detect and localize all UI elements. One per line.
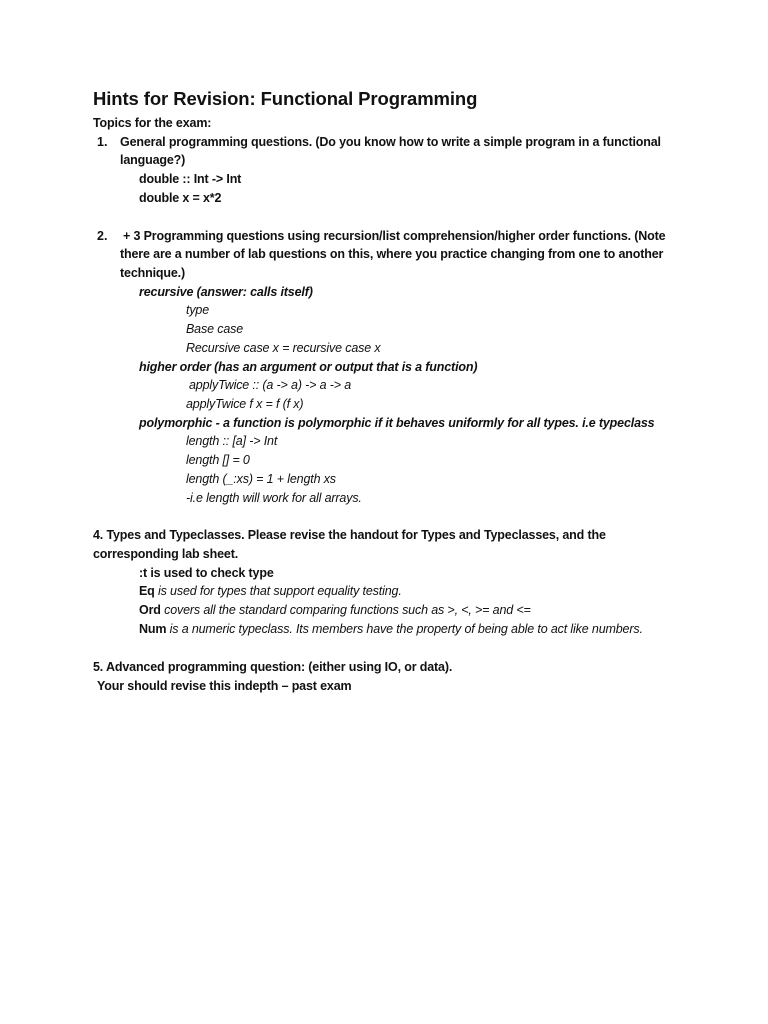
recursive-line-type: type [186, 303, 210, 317]
polymorphic-line-note: -i.e length will work for all arrays. [186, 491, 362, 505]
ord-line [139, 602, 531, 619]
item1-number: 1. [97, 135, 108, 149]
recursive-line-base-case: Base case [186, 322, 244, 336]
item5-line1: 5. Advanced programming question: (either using IO, or data). [93, 660, 453, 674]
item5-line2: Your should revise this indepth – past exam [97, 679, 352, 693]
item1-code2: double x = x*2 [139, 191, 222, 205]
higher-order-heading: higher order (has an argument or output that is a function) [139, 360, 478, 374]
item2-line3: technique.) [120, 266, 186, 280]
polymorphic-line-signature: length :: [a] -> Int [186, 434, 278, 448]
ord-description: covers all the standard comparing functions such as >, <, >= and <= [160, 603, 531, 617]
higher-order-line-signature: applyTwice :: (a -> a) -> a -> a [189, 378, 352, 392]
higher-order-line-definition: applyTwice f x = f (f x) [186, 397, 304, 411]
num-term: Num [139, 622, 167, 636]
polymorphic-line-recursive: length (_:xs) = 1 + length xs [186, 472, 336, 486]
item4-line1: 4. Types and Typeclasses. Please revise the handout for Types and Typeclasses, and the [93, 528, 606, 542]
ord-term: Ord [139, 603, 161, 617]
item2-line1: + 3 Programming questions using recursion/list comprehension/higher order functions. (Note [123, 229, 666, 243]
page-title: Hints for Revision: Functional Programming [93, 88, 478, 109]
eq-line [139, 583, 402, 600]
eq-description: is used for types that support equality testing. [154, 584, 402, 598]
check-type-line: :t is used to check type [139, 566, 274, 580]
item2-line2: there are a number of lab questions on this, where you practice changing from one to another [120, 247, 664, 261]
item4-line2: corresponding lab sheet. [93, 547, 239, 561]
polymorphic-line-base: length [] = 0 [186, 453, 250, 467]
recursive-line-recursive-case: Recursive case x = recursive case x [186, 341, 381, 355]
eq-term: Eq [139, 584, 155, 598]
num-line [139, 621, 643, 638]
num-description: is a numeric typeclass. Its members have the property of being able to act like numbers. [166, 622, 643, 636]
item2-number: 2. [97, 229, 108, 243]
item1-line2: language?) [120, 153, 186, 167]
topics-heading: Topics for the exam: [93, 116, 212, 130]
item1-code1: double :: Int -> Int [139, 172, 242, 186]
item1-line1: General programming questions. (Do you know how to write a simple program in a functional [120, 135, 661, 149]
polymorphic-heading: polymorphic - a function is polymorphic if it behaves uniformly for all types. i.e typeclass [139, 416, 655, 430]
recursive-heading: recursive (answer: calls itself) [139, 285, 313, 299]
